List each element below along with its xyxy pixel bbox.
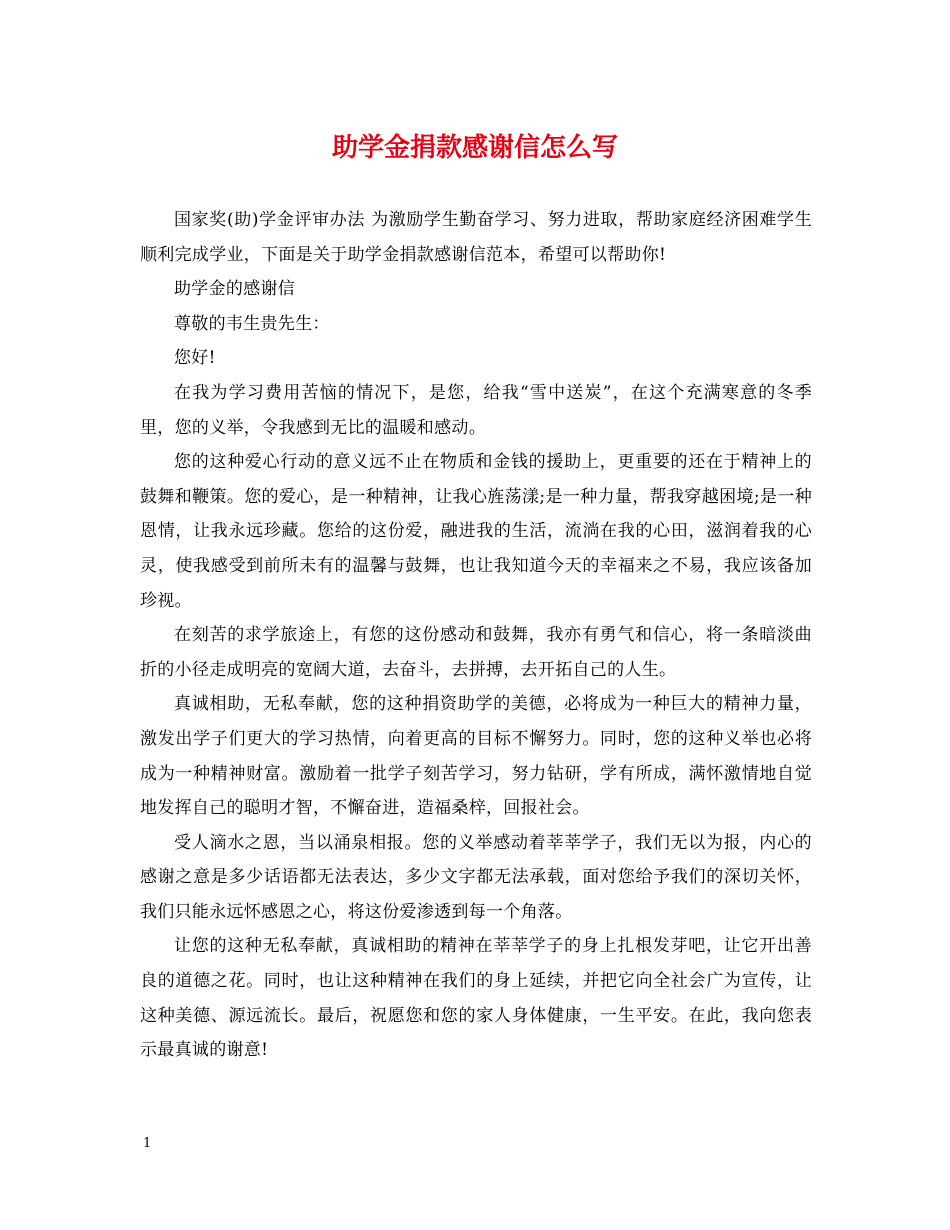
paragraph: 受人滴水之恩，当以涌泉相报。您的义举感动着莘莘学子，我们无以为报，内心的感谢之意是多少话语都无法表达，多少文字都无法承载，面对您给予我们的深切关怀，我们只能永远怀感恩之心，将这份爱渗透到每一个角落。 xyxy=(140,832,812,922)
paragraph: 尊敬的韦生贵先生： xyxy=(174,313,330,334)
paragraph: 在刻苦的求学旅途上，有您的这份感动和鼓舞，我亦有勇气和信心，将一条暗淡曲折的小径走成明亮的宽阔大道，去奋斗，去拼搏，去开拓自己的人生。 xyxy=(140,625,812,680)
paragraph: 您好! xyxy=(174,348,216,369)
paragraph: 国家奖(助)学金评审办法 为激励学生勤奋学习、努力进取，帮助家庭经济困难学生顺利完成学业，下面是关于助学金捐款感谢信范本，希望可以帮助你! xyxy=(140,210,812,265)
paragraph: 真诚相助，无私奉献，您的这种捐资助学的美德，必将成为一种巨大的精神力量，激发出学子们更大的学习热情，向着更高的目标不懈努力。同时，您的这种义举也必将成为一种精神财富。激励着一批学子刻苦学习，努力钻研，学有所成，满怀激情地自觉地发挥自己的聪明才智，不懈奋进，造福桑梓，回报社会。 xyxy=(140,694,812,819)
document-title: 助学金捐款感谢信怎么写 xyxy=(331,133,618,163)
document-body xyxy=(140,203,812,1068)
paragraph: 您的这种爱心行动的意义远不止在物质和金钱的援助上，更重要的还在于精神上的鼓舞和鞭策。您的爱心，是一种精神，让我心旌荡漾;是一种力量，帮我穿越困境;是一种恩情，让我永远珍藏。您给的这份爱，融进我的生活，流淌在我的心田，滋润着我的心灵，使我感受到前所未有的温馨与鼓舞，也让我知道今天的幸福来之不易，我应该备加珍视。 xyxy=(140,452,812,611)
paragraph: 让您的这种无私奉献，真诚相助的精神在莘莘学子的身上扎根发芽吧，让它开出善良的道德之花。同时，也让这种精神在我们的身上延续，并把它向全社会广为宣传，让这种美德、源远流长。最后，祝愿您和您的家人身体健康，一生平安。在此，我向您表示最真诚的谢意! xyxy=(140,936,812,1061)
page-number: 1 xyxy=(143,1136,152,1151)
paragraph: 在我为学习费用苦恼的情况下，是您，给我“雪中送炭”，在这个充满寒意的冬季里，您的义举，令我感到无比的温暖和感动。 xyxy=(140,382,812,438)
paragraph: 助学金的感谢信 xyxy=(174,279,296,300)
